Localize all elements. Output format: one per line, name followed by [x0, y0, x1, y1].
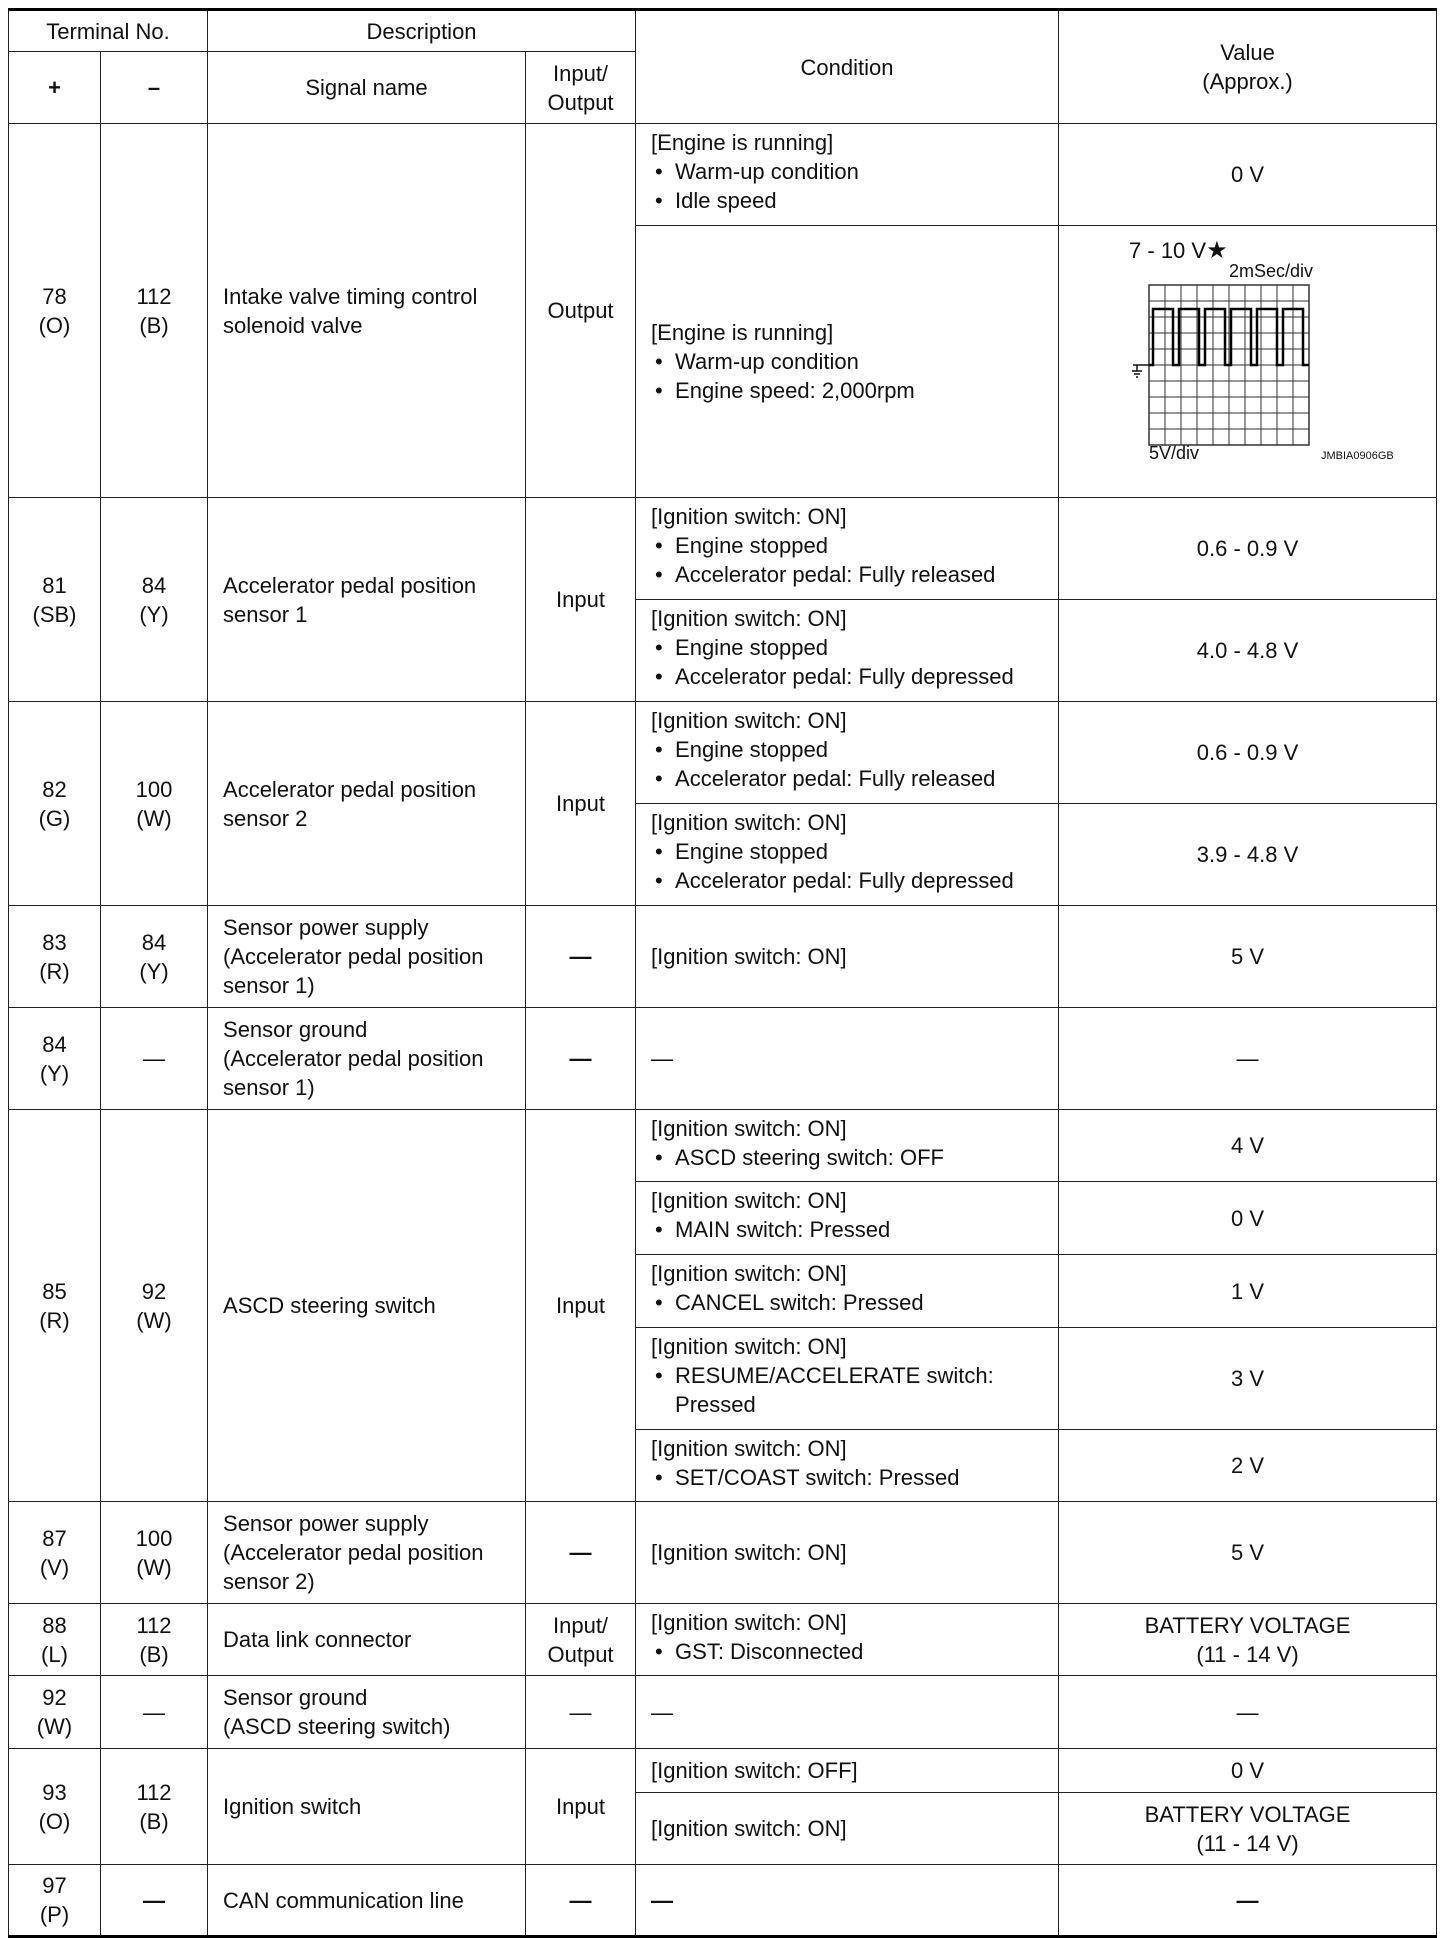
wire-color: (B)	[139, 1641, 169, 1667]
condition-head: [Ignition switch: OFF]	[651, 1758, 858, 1783]
signal-line: Sensor ground	[223, 1685, 368, 1710]
condition	[636, 1255, 1059, 1328]
condition-head: [Ignition switch: ON]	[651, 1436, 847, 1461]
value: 3 V	[1059, 1328, 1437, 1430]
signal-line: Sensor power supply	[223, 1511, 429, 1536]
terminal-plus	[9, 1676, 101, 1749]
condition-bullet: • CANCEL switch: Pressed	[651, 1288, 1058, 1317]
condition	[636, 1110, 1059, 1182]
table-row	[9, 1110, 1437, 1182]
terminal-plus	[9, 1865, 101, 1937]
value: —	[1059, 1008, 1437, 1110]
condition-bullet: • ASCD steering switch: OFF	[651, 1143, 1058, 1172]
wire-color: (O)	[38, 1808, 71, 1834]
signal-name	[208, 1865, 526, 1937]
condition-bullet: • Engine stopped	[651, 837, 1058, 866]
value: 0 V	[1059, 1182, 1437, 1255]
value: 4 V	[1059, 1110, 1437, 1182]
condition-bullet: • Accelerator pedal: Fully released	[651, 560, 1058, 589]
signal-line: sensor 1)	[223, 1075, 315, 1100]
io-type: —	[526, 1008, 636, 1110]
condition-bullet: • Idle speed	[651, 186, 1058, 215]
wire-color: (B)	[139, 312, 169, 338]
terminal-minus: —	[101, 1865, 208, 1937]
signal-line: (Accelerator pedal position	[223, 944, 484, 969]
condition-head: [Ignition switch: ON]	[651, 1261, 847, 1286]
value	[1059, 1793, 1437, 1865]
condition-head: [Ignition switch: ON]	[651, 1816, 847, 1841]
signal-line: Intake valve timing control	[223, 283, 478, 309]
condition-head: [Engine is running]	[651, 320, 834, 345]
io-type: Input	[526, 1110, 636, 1502]
terminal-number: 97	[42, 1873, 67, 1898]
value-waveform-cell	[1059, 226, 1437, 498]
terminal-minus	[101, 124, 208, 498]
terminal-number: 84	[141, 572, 167, 598]
condition-head: [Ignition switch: ON]	[651, 944, 847, 969]
terminal-number: 82	[42, 776, 67, 802]
condition-bullet: • Accelerator pedal: Fully depressed	[651, 662, 1058, 691]
signal-name	[208, 124, 526, 498]
value	[1059, 1604, 1437, 1676]
wire-color: (O)	[38, 312, 71, 338]
condition-head: [Ignition switch: ON]	[651, 606, 847, 631]
wire-color: (W)	[136, 805, 172, 831]
condition-head: [Ignition switch: ON]	[651, 810, 847, 835]
figure-id: JMBIA0906GB	[1321, 450, 1394, 459]
io-type	[526, 1604, 636, 1676]
table-row	[9, 1604, 1437, 1676]
signal-line: solenoid valve	[223, 312, 363, 338]
terminal-plus	[9, 1749, 101, 1865]
value-line: (11 - 14 V)	[1196, 1830, 1299, 1856]
header-value-line1: Value	[1220, 40, 1275, 65]
condition	[636, 498, 1059, 600]
header-value	[1059, 10, 1437, 124]
wire-color: (R)	[39, 1307, 70, 1333]
signal-line: Sensor power supply	[223, 915, 429, 940]
terminal-number: 84	[141, 929, 167, 955]
value: 3.9 - 4.8 V	[1059, 804, 1437, 906]
signal-line: Ignition switch	[223, 1794, 362, 1819]
terminal-plus	[9, 906, 101, 1008]
wire-color: (W)	[136, 1307, 172, 1333]
condition	[636, 1182, 1059, 1255]
condition-bullet: • Engine stopped	[651, 735, 1058, 764]
signal-line: Accelerator pedal position	[223, 776, 477, 802]
io-type: —	[526, 1676, 636, 1749]
header-description: Description	[208, 10, 636, 52]
condition: —	[636, 1676, 1059, 1749]
header-terminal-no: Terminal No.	[9, 10, 208, 52]
signal-name	[208, 1110, 526, 1502]
terminal-table-page	[8, 8, 1436, 1938]
terminal-minus	[101, 1110, 208, 1502]
terminal-number: 93	[42, 1779, 67, 1805]
signal-line: ASCD steering switch	[223, 1293, 436, 1318]
condition	[636, 124, 1059, 226]
signal-line: sensor 2)	[223, 1569, 315, 1594]
condition-head: [Ignition switch: ON]	[651, 1334, 847, 1359]
terminal-plus	[9, 1008, 101, 1110]
terminal-minus	[101, 498, 208, 702]
condition-bullet: • Accelerator pedal: Fully depressed	[651, 866, 1058, 895]
condition-head: [Ignition switch: ON]	[651, 1610, 847, 1635]
io-type: —	[526, 906, 636, 1008]
table-row	[9, 1502, 1437, 1604]
terminal-number: 112	[136, 283, 172, 309]
signal-name	[208, 1008, 526, 1110]
condition: —	[636, 1865, 1059, 1937]
header-signal-name: Signal name	[208, 52, 526, 124]
header-plus: +	[9, 52, 101, 124]
signal-line: sensor 1)	[223, 973, 315, 998]
wire-color: (Y)	[39, 1060, 70, 1086]
value: 4.0 - 4.8 V	[1059, 600, 1437, 702]
terminal-plus	[9, 1502, 101, 1604]
table-row	[9, 498, 1437, 600]
condition-head: [Ignition switch: ON]	[651, 1540, 847, 1565]
header-value-line2: (Approx.)	[1202, 69, 1293, 94]
terminal-minus: —	[101, 1008, 208, 1110]
value: 0 V	[1059, 124, 1437, 226]
terminal-plus	[9, 1604, 101, 1676]
io-line: Output	[547, 1641, 614, 1667]
wire-color: (Y)	[139, 958, 169, 984]
signal-line: (ASCD steering switch)	[223, 1714, 451, 1739]
table-row	[9, 1676, 1437, 1749]
terminal-number: 78	[42, 283, 67, 309]
signal-line: sensor 1	[223, 601, 308, 627]
condition-bullet-line: RESUME/ACCELERATE switch:	[675, 1363, 994, 1388]
terminal-number: 100	[135, 776, 173, 802]
condition-bullet	[651, 1361, 1058, 1419]
oscilloscope-waveform	[1129, 259, 1429, 459]
value-line: BATTERY VOLTAGE	[1144, 1612, 1351, 1638]
condition	[636, 1793, 1059, 1865]
signal-line: Sensor ground	[223, 1017, 368, 1042]
value: 5 V	[1059, 906, 1437, 1008]
value-line: (11 - 14 V)	[1196, 1641, 1299, 1667]
wave-time-scale: 2mSec/div	[1229, 261, 1314, 281]
header-condition: Condition	[636, 10, 1059, 124]
value: 0.6 - 0.9 V	[1059, 498, 1437, 600]
terminal-plus	[9, 1110, 101, 1502]
io-line: Input/	[553, 1612, 609, 1638]
terminal-plus	[9, 124, 101, 498]
terminal-minus: —	[101, 1676, 208, 1749]
condition-head: [Engine is running]	[651, 130, 834, 155]
condition	[636, 600, 1059, 702]
signal-line: (Accelerator pedal position	[223, 1540, 484, 1565]
terminal-number: 87	[42, 1525, 67, 1551]
terminal-plus	[9, 498, 101, 702]
condition	[636, 226, 1059, 498]
condition-head: [Ignition switch: ON]	[651, 504, 847, 529]
table-row	[9, 702, 1437, 804]
io-type: Input	[526, 1749, 636, 1865]
condition-bullet: • MAIN switch: Pressed	[651, 1215, 1058, 1244]
value: —	[1059, 1676, 1437, 1749]
value-label	[1129, 236, 1369, 265]
ground-symbol-icon	[1132, 365, 1149, 377]
condition	[636, 1328, 1059, 1430]
condition	[636, 1749, 1059, 1793]
signal-line: sensor 2	[223, 805, 308, 831]
value: 1 V	[1059, 1255, 1437, 1328]
terminal-number: 92	[42, 1685, 67, 1710]
terminal-number: 112	[136, 1612, 172, 1638]
io-type: —	[526, 1502, 636, 1604]
condition-bullet: • Engine stopped	[651, 531, 1058, 560]
condition	[636, 1502, 1059, 1604]
signal-name	[208, 1604, 526, 1676]
wire-color: (SB)	[32, 601, 77, 627]
value: —	[1059, 1865, 1437, 1937]
value-text: 7 - 10 V	[1129, 238, 1207, 263]
wire-color: (R)	[39, 958, 70, 984]
condition	[636, 906, 1059, 1008]
condition-bullet: • Engine speed: 2,000rpm	[651, 376, 1058, 405]
io-type: Input	[526, 498, 636, 702]
table-row	[9, 906, 1437, 1008]
terminal-minus	[101, 906, 208, 1008]
terminal-number: 88	[42, 1612, 67, 1638]
signal-line: Data link connector	[223, 1627, 412, 1652]
io-type: Input	[526, 702, 636, 906]
terminal-plus	[9, 702, 101, 906]
io-type: —	[526, 1865, 636, 1937]
signal-name	[208, 702, 526, 906]
value: 0 V	[1059, 1749, 1437, 1793]
terminal-minus	[101, 1502, 208, 1604]
signal-name	[208, 1502, 526, 1604]
table-row	[9, 1749, 1437, 1793]
wave-volt-scale: 5V/div	[1149, 443, 1200, 459]
signal-line: CAN communication line	[223, 1887, 464, 1913]
terminal-number: 112	[136, 1779, 172, 1805]
header-io-line1: Input/	[553, 60, 609, 86]
terminal-minus	[101, 702, 208, 906]
condition: —	[636, 1008, 1059, 1110]
terminal-number: 83	[42, 929, 67, 955]
wire-color: (W)	[36, 1714, 73, 1739]
condition-head: [Ignition switch: ON]	[651, 708, 847, 733]
condition-bullet: • Accelerator pedal: Fully released	[651, 764, 1058, 793]
condition-bullet: • Engine stopped	[651, 633, 1058, 662]
condition-head: [Ignition switch: ON]	[651, 1116, 847, 1141]
condition-bullet: • SET/COAST switch: Pressed	[651, 1463, 1058, 1492]
table-row	[9, 1008, 1437, 1110]
condition-bullet-line: Pressed	[675, 1392, 756, 1417]
terminal-minus	[101, 1604, 208, 1676]
star-icon: ★	[1206, 237, 1228, 264]
condition	[636, 1604, 1059, 1676]
signal-line: Accelerator pedal position	[223, 572, 477, 598]
wire-color: (W)	[136, 1554, 172, 1580]
signal-name	[208, 1749, 526, 1865]
condition	[636, 1430, 1059, 1502]
terminal-number: 100	[135, 1525, 173, 1551]
condition-bullet: • Warm-up condition	[651, 157, 1058, 186]
terminal-table	[8, 8, 1437, 1938]
header-minus: –	[101, 52, 208, 124]
wire-color: (P)	[39, 1902, 70, 1927]
terminal-minus	[101, 1749, 208, 1865]
signal-line: (Accelerator pedal position	[223, 1046, 484, 1071]
wire-color: (V)	[39, 1554, 70, 1580]
value: 2 V	[1059, 1430, 1437, 1502]
wire-color: (G)	[38, 805, 71, 831]
io-type: Output	[526, 124, 636, 498]
terminal-number: 92	[141, 1278, 167, 1304]
condition-bullet: • GST: Disconnected	[651, 1637, 1058, 1666]
wire-color: (L)	[41, 1641, 68, 1667]
wire-color: (Y)	[139, 601, 169, 627]
header-io	[526, 52, 636, 124]
condition	[636, 702, 1059, 804]
table-row	[9, 124, 1437, 226]
condition	[636, 804, 1059, 906]
value: 5 V	[1059, 1502, 1437, 1604]
condition-head: [Ignition switch: ON]	[651, 1188, 847, 1213]
value-line: BATTERY VOLTAGE	[1144, 1801, 1351, 1827]
table-row	[9, 1865, 1437, 1937]
header-io-line2: Output	[547, 89, 614, 115]
condition-bullet: • Warm-up condition	[651, 347, 1058, 376]
wire-color: (B)	[139, 1808, 169, 1834]
signal-name	[208, 1676, 526, 1749]
value: 0.6 - 0.9 V	[1059, 702, 1437, 804]
terminal-number: 84	[42, 1031, 67, 1057]
signal-name	[208, 498, 526, 702]
terminal-number: 85	[42, 1278, 67, 1304]
signal-name	[208, 906, 526, 1008]
terminal-number: 81	[42, 572, 67, 598]
